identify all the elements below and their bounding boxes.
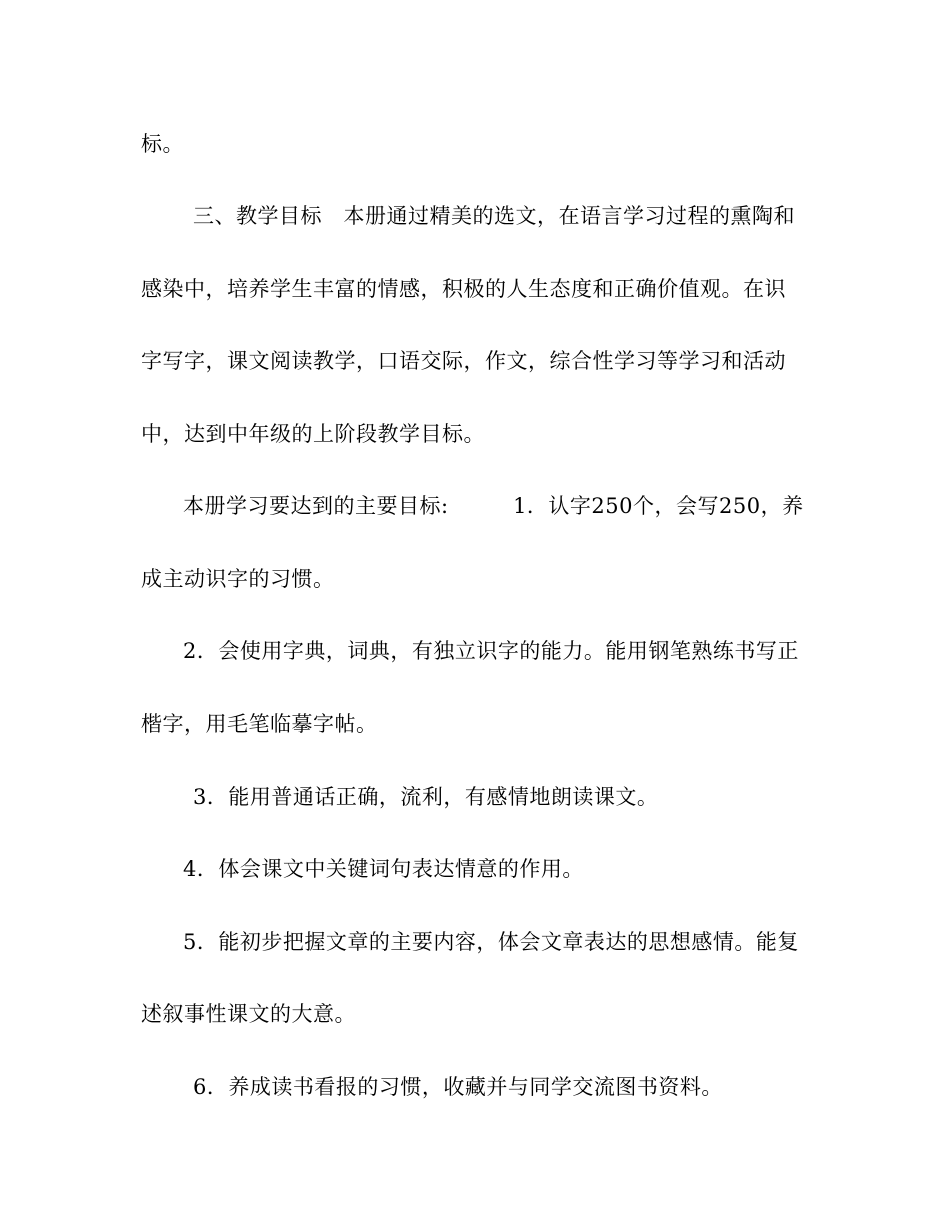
text-line-7: 成主动识字的习惯。 bbox=[141, 567, 335, 591]
text-line-5: 中，达到中年级的上阶段教学目标。 bbox=[141, 422, 485, 446]
section-heading-objectives: 三、教学目标 本册通过精美的选文，在语言学习过程的熏陶和 bbox=[193, 204, 795, 228]
goal-item-4: 4．体会课文中关键词句表达情意的作用。 bbox=[183, 857, 584, 881]
main-goals-intro: 本册学习要达到的主要目标: 1．认字250个，会写250，养 bbox=[183, 494, 804, 518]
text-line-9: 楷字，用毛笔临摹字帖。 bbox=[141, 712, 378, 736]
text-line-4: 字写字，课文阅读教学，口语交际，作文，综合性学习等学习和活动 bbox=[141, 349, 786, 373]
goal-item-2: 2．会使用字典，词典，有独立识字的能力。能用钢笔熟练书写正 bbox=[183, 639, 799, 663]
goal-item-5: 5．能初步把握文章的主要内容，体会文章表达的思想感情。能复 bbox=[183, 930, 799, 954]
text-line-13: 述叙事性课文的大意。 bbox=[141, 1002, 356, 1026]
goal-item-6: 6．养成读书看报的习惯，收藏并与同学交流图书资料。 bbox=[193, 1075, 723, 1099]
text-line-1: 标。 bbox=[141, 132, 184, 156]
text-line-3: 感染中，培养学生丰富的情感，积极的人生态度和正确价值观。在识 bbox=[141, 277, 786, 301]
goal-item-3: 3．能用普通话正确，流利，有感情地朗读课文。 bbox=[193, 785, 659, 809]
